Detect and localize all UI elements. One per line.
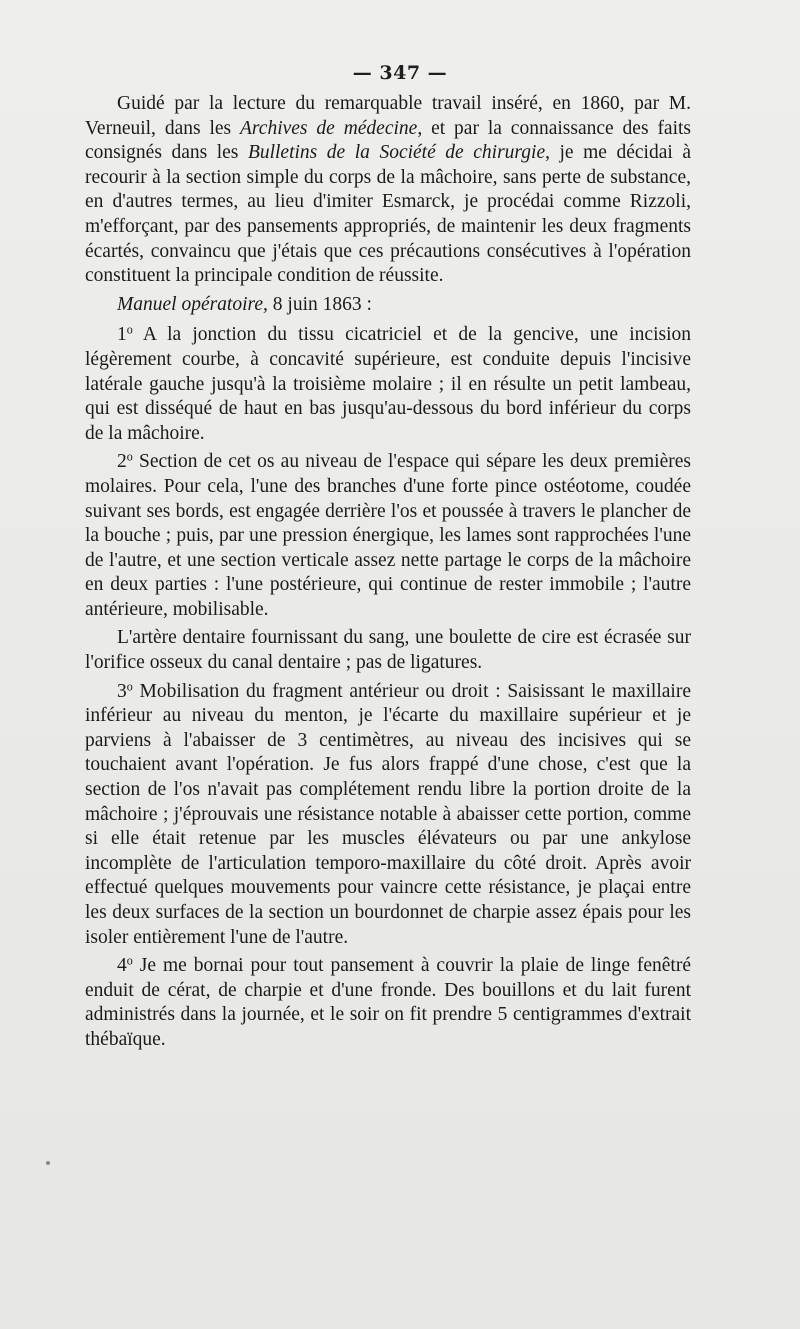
intro-paragraph — [85, 92, 691, 289]
procedure-heading-title: Manuel opératoire, — [117, 293, 268, 315]
step-text: Section de cet os au niveau de l'espace qui sépare les deux premières molaires. Pour cela, l'une des branches d'une forte pince ostéotome, coudée suivant ses bords, est engagée derrière l'os et poussée à travers le plancher de la bouche ; puis, par une pression énergique, les lames sont rapprochées l'une de l'autre, et une section verticale assez nette partage le corps de la mâchoire en deux parties : l'une postérieure, qui continue de rester immobile ; l'autre antérieure, mobilisable. — [85, 451, 691, 620]
step-text: A la jonction du tissu cicatriciel et de la gencive, une incision légèrement courbe, à concavité supérieure, est conduite depuis l'incisive latérale gauche jusqu'à la troisième molaire ; il en résulte un petit lambeau, qui est disséqué de haut en bas jusqu'au-dessous du bord inférieur du corps de la mâchoire. — [85, 324, 691, 444]
intro-text-3: , je me décidai à recourir à la section simple du corps de la mâchoire, sans perte de substance, en d'autres termes, au lieu d'imiter Esmarck, je procédai comme Rizzoli, m'efforçant, par des pansements appropriés, de maintenir les deux fragments écartés, convaincu que j'étais que ces précautions consécutives à l'opération constituent la principale condition de réussite. — [85, 142, 691, 287]
step-text: Mobilisation du fragment antérieur ou droit : Saisissant le maxillaire inférieur au niveau du menton, je l'écarte du maxillaire supérieur et je parviens à l'abaisser de 3 centimètres, au niveau des incisives qui se touchaient avant l'opération. Je fus alors frappé d'une chose, c'est que la section de l'os n'avait pas complétement rendu libre la portion droite de la mâchoire ; j'éprouvais une résistance notable à abaisser cette portion, comme si elle était retenue par les muscles élévateurs ou par une ankylose incomplète de l'articulation temporo-maxillaire du côté droit. Après avoir effectué quelques mouvements pour vaincre cette résistance, je plaçai entre les deux surfaces de la section un bourdonnet de charpie assez épais pour les isoler entièrement l'une de l'autre. — [85, 680, 691, 948]
hemostasis-paragraph — [85, 626, 691, 675]
step-text: L'artère dentaire fournissant du sang, une boulette de cire est écrasée sur l'orifice osseux du canal dentaire ; pas de ligatures. — [85, 627, 691, 674]
procedure-heading — [85, 293, 691, 318]
journal-title-bulletins: Bulletins de la Société de chirurgie — [247, 142, 546, 164]
page-number: — 347 — — [352, 62, 448, 84]
body-text — [85, 92, 691, 1056]
journal-title-archives: Archives de médecine — [240, 117, 418, 139]
step-ordinal: o — [126, 322, 133, 337]
procedure-heading-date: 8 juin 1863 : — [267, 293, 372, 315]
step-2 — [85, 450, 691, 622]
intro-text-2: , et par la connaissance des faits consignés dans les — [85, 117, 692, 164]
step-ordinal: o — [126, 953, 133, 968]
step-ordinal: o — [126, 449, 133, 464]
step-number: 2 — [117, 451, 127, 473]
intro-text-1: Guidé par la lecture du remarquable travail inséré, en 1860, par M. Verneuil, dans les — [85, 93, 691, 139]
step-ordinal: o — [126, 679, 133, 694]
step-text: Je me bornai pour tout pansement à couvrir la plaie de linge fenêtré enduit de cérat, de charpie et d'une fronde. Des bouillons et du lait furent administrés dans la journée, et le soir on fit prendre 5 centigrammes d'extrait thébaïque. — [85, 955, 691, 1050]
step-number: 1 — [117, 324, 127, 346]
step-number: 4 — [117, 955, 127, 977]
step-4 — [85, 954, 691, 1052]
step-number: 3 — [117, 680, 127, 702]
paper-speck — [46, 1161, 50, 1165]
step-3 — [85, 680, 691, 951]
step-1 — [85, 323, 691, 446]
